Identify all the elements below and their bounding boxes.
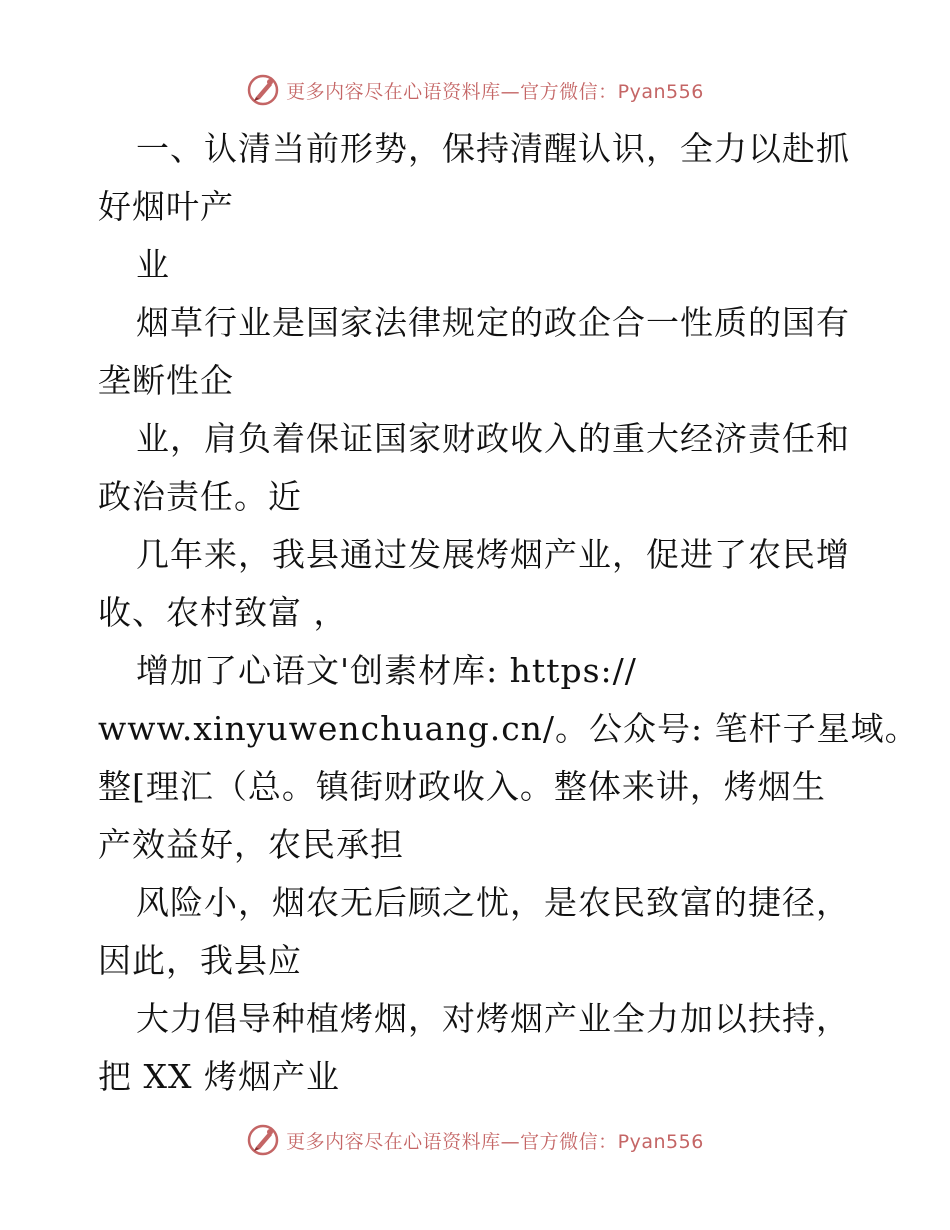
text-line: 垄断性企: [98, 361, 234, 400]
pen-logo-icon: [246, 73, 280, 107]
text-line: 大力倡导种植烤烟，对烤烟产业全力加以扶持，: [136, 999, 850, 1038]
text-line: 产效益好，农民承担: [98, 825, 404, 864]
text-line: 业，肩负着保证国家财政收入的重大经济责任和: [136, 419, 850, 458]
text-line: 政治责任。近: [98, 477, 302, 516]
pen-logo-icon: [246, 1123, 280, 1157]
text-line: 一、认清当前形势，保持清醒认识，全力以赴抓: [136, 129, 850, 168]
watermark-text: 更多内容尽在心语资料库—官方微信：Pyan556: [286, 1130, 704, 1153]
text-line: 增加了心语文'创素材库: https://: [136, 651, 637, 690]
text-line: 业: [136, 245, 170, 284]
text-line: 整[理汇（总。镇街财政收入。整体来讲，烤烟生: [98, 767, 826, 806]
text-line: 好烟叶产: [98, 187, 234, 226]
text-line: 因此，我县应: [98, 941, 302, 980]
text-line: 风险小，烟农无后顾之忧，是农民致富的捷径，: [136, 883, 850, 922]
text-line: 收、农村致富 ，: [98, 593, 348, 632]
header-watermark: [0, 70, 950, 110]
footer-watermark: [0, 1120, 950, 1160]
text-line: 几年来，我县通过发展烤烟产业，促进了农民增: [136, 535, 850, 574]
text-line: www.xinyuwenchuang.cn/。公众号: 笔杆子星域。: [98, 709, 919, 748]
watermark-text: 更多内容尽在心语资料库—官方微信：Pyan556: [286, 80, 704, 103]
text-line: 烟草行业是国家法律规定的政企合一性质的国有: [136, 303, 850, 342]
text-line: 把 XX 烤烟产业: [98, 1057, 340, 1096]
document-body: [98, 120, 919, 1106]
